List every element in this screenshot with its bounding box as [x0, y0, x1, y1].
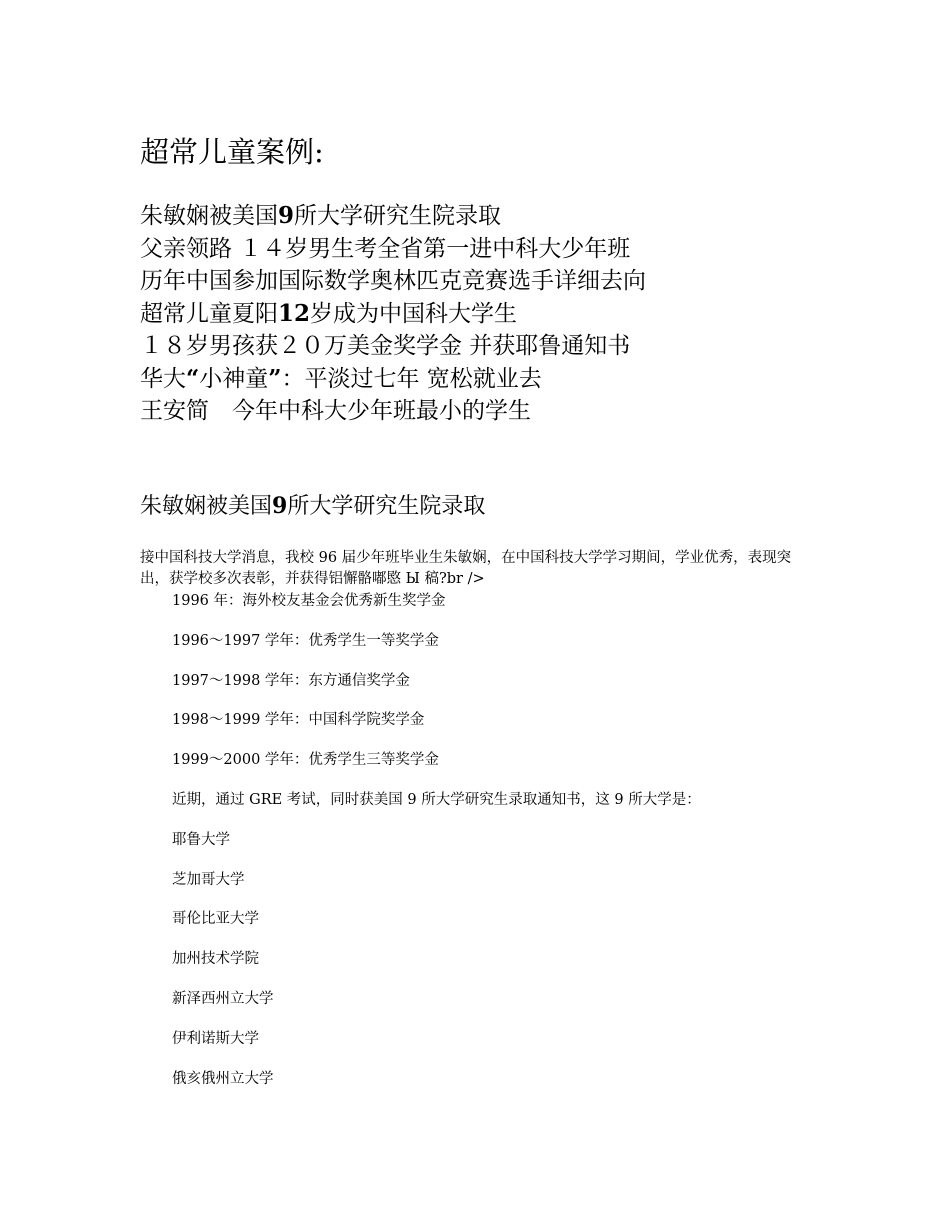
case-list-item-text: 12 [278, 299, 311, 327]
case-list-item [140, 265, 900, 298]
main-heading: 超常儿童案例: [140, 135, 324, 169]
case-list-item-text: 9 [278, 202, 295, 229]
award-list-item: 哥伦比亚大学 [172, 911, 259, 928]
case-list-item [140, 363, 900, 396]
case-list-item [140, 395, 900, 428]
case-list-item [140, 330, 900, 363]
section-title-part-a: 朱敏娴被美国 [140, 494, 273, 519]
case-list [140, 200, 900, 428]
case-list-item-text: ：平淡过七年 宽松就业去 [281, 365, 542, 392]
case-list-item [140, 298, 900, 331]
case-list-item-text: “ [186, 364, 200, 392]
case-list-item-text: 朱敏娴被美国 [140, 203, 278, 229]
case-list-item-text: 所大学研究生院录取 [294, 203, 502, 229]
award-list-item: 近期，通过 GRE 考试，同时获美国 9 所大学研究生录取通知书，这 9 所大学是： [172, 791, 701, 808]
section-title-part-b: 所大学研究生院录取 [287, 494, 486, 519]
award-list-item: 1996 年：海外校友基金会优秀新生奖学金 [172, 593, 446, 609]
award-list-item: 1996～1997 学年：优秀学生一等奖学金 [172, 632, 439, 649]
section-title-number: 9 [272, 493, 288, 519]
case-list-item-text: 王安简 今年中科大少年班最小的学生 [140, 398, 531, 424]
award-list-item: 1999～2000 学年：优秀学生三等奖学金 [172, 752, 439, 769]
case-list-item-text: 岁成为中国科大学生 [310, 300, 518, 327]
award-list-item: 伊利诺斯大学 [172, 1030, 259, 1047]
award-list-item: 耶鲁大学 [172, 831, 230, 848]
award-list-item: 1997～1998 学年：东方通信奖学金 [172, 672, 410, 689]
award-list-item: 芝加哥大学 [172, 871, 245, 888]
section-title [140, 490, 485, 523]
case-list-item-text: 小神童 [199, 365, 269, 392]
case-list-item-text: ” [268, 364, 282, 392]
case-list-item-text: 父亲领路 １４岁男生考全省第一进中科大少年班 [140, 235, 631, 262]
intro-paragraph: 接中国科技大学消息，我校 96 届少年班毕业生朱敏娴，在中国科技大学学习期间，学业优秀，表现突出，获学校多次表彰，并获得铝懈骼嘟愍 Ы 稿?br /> [140, 550, 792, 587]
case-list-item [140, 200, 900, 233]
award-list [172, 590, 872, 1107]
award-list-item: 1998～1999 学年：中国科学院奖学金 [172, 712, 425, 729]
case-list-item-text: １８岁男孩获２０万美金奖学金 并获耶鲁通知书 [140, 333, 631, 359]
award-list-item: 加州技术学院 [172, 951, 259, 968]
case-list-item [140, 233, 900, 266]
case-list-item-text: 历年中国参加国际数学奥林匹克竞赛选手详细去向 [140, 268, 646, 294]
award-list-item: 新泽西州立大学 [172, 990, 274, 1007]
case-list-item-text: 超常儿童夏阳 [140, 300, 278, 327]
award-list-item: 俄亥俄州立大学 [172, 1070, 274, 1087]
case-list-item-text: 华大 [140, 365, 186, 392]
